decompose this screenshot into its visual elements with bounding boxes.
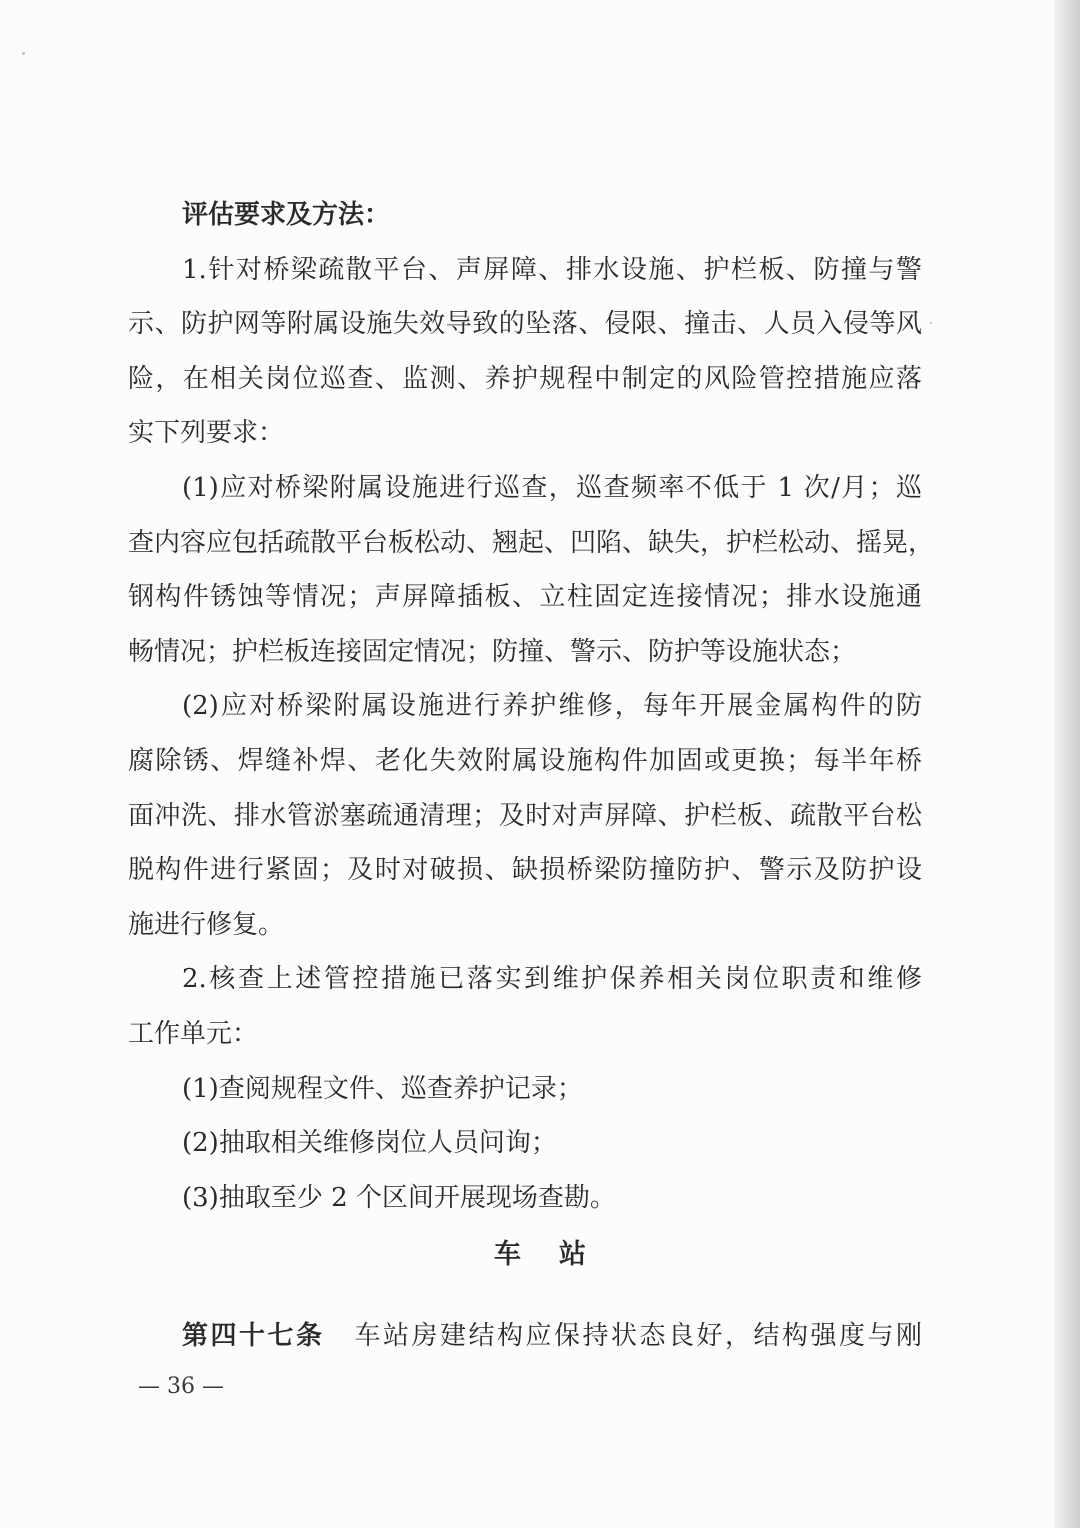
scan-page-edge-shadow — [1054, 0, 1080, 1528]
text-line: (3)抽取至少 2 个区间开展现场查勘。 — [182, 1182, 616, 1213]
text-line: 畅情况；护栏板连接固定情况；防撞、警示、防护等设施状态； — [128, 636, 857, 667]
scan-speck — [930, 322, 932, 324]
text-line: 脱构件进行紧固；及时对破损、缺损桥梁防撞防护、警示及防护设 — [128, 855, 922, 886]
text-line: 查内容应包括疏散平台板松动、翘起、凹陷、缺失，护栏松动、摇晃， — [128, 527, 935, 558]
text-line: 险，在相关岗位巡查、监测、养护规程中制定的风险管控措施应落 — [128, 363, 922, 394]
article-text: 车站房建结构应保持状态良好，结构强度与刚 — [354, 1321, 922, 1351]
text-line: (2)抽取相关维修岗位人员问询； — [182, 1128, 557, 1159]
article-number: 第四十七条 — [182, 1321, 325, 1351]
text-line: 腐除锈、焊缝补焊、老化失效附属设施构件加固或更换；每半年桥 — [128, 745, 922, 776]
text-line: 面冲洗、排水管淤塞疏通清理；及时对声屏障、护栏板、疏散平台松 — [128, 800, 922, 831]
text-line: 工作单元： — [128, 1018, 259, 1049]
scan-speck — [22, 52, 25, 55]
text-line: 示、防护网等附属设施失效导致的坠落、侵限、撞击、人员入侵等风 — [128, 309, 922, 340]
text-line: 2.核查上述管控措施已落实到维护保养相关岗位职责和维修 — [182, 964, 922, 995]
assessment-body — [128, 188, 935, 1225]
text-line: 1.针对桥梁疏散平台、声屏障、排水设施、护栏板、防撞与警 — [182, 254, 922, 285]
text-line: 钢构件锈蚀等情况；声屏障插板、立柱固定连接情况；排水设施通 — [128, 582, 922, 613]
section-title: 车站 — [494, 1239, 624, 1270]
assessment-heading — [128, 188, 922, 243]
page-number: — 36 — — [138, 1374, 224, 1399]
text-line: (1)查阅规程文件、巡查养护记录； — [182, 1073, 583, 1104]
text-line: 实下列要求： — [128, 418, 285, 449]
heading-label: 评估要求及方法： — [182, 200, 391, 230]
article-paragraph — [128, 1308, 922, 1364]
text-line: 施进行修复。 — [128, 909, 285, 940]
text-line: (2)应对桥梁附属设施进行养护维修，每年开展金属构件的防 — [182, 691, 922, 722]
text-line: (1)应对桥梁附属设施进行巡查，巡查频率不低于 1 次/月；巡 — [182, 472, 922, 503]
